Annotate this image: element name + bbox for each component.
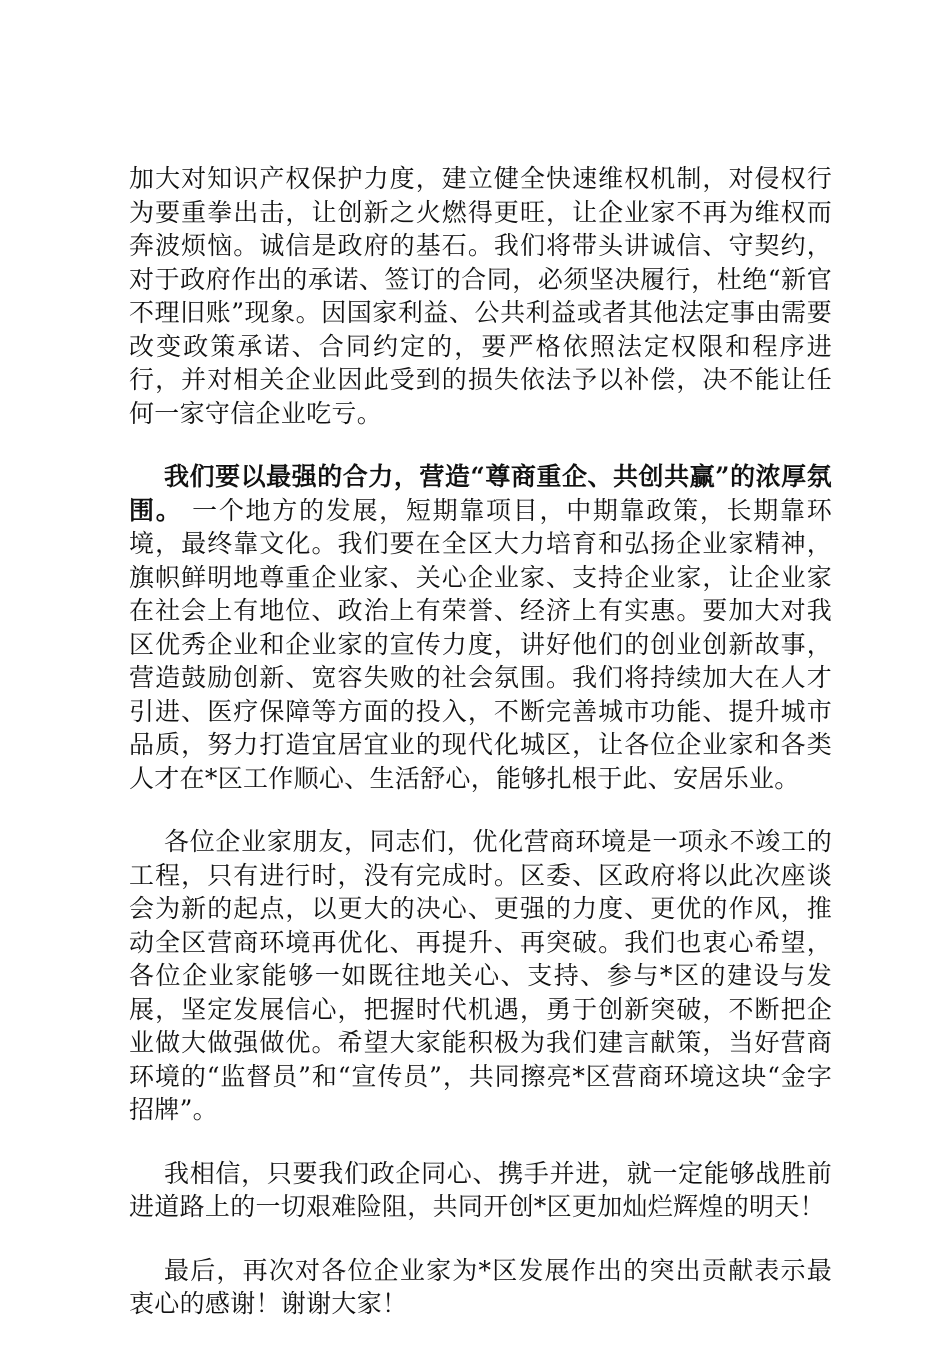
paragraph-closing-thanks [129, 1254, 832, 1321]
paragraph-text: 最后，再次对各位企业家为*区发展作出的突出贡献表示最衷心的感谢！谢谢大家！ [129, 1255, 832, 1318]
paragraph-confidence [129, 1157, 832, 1224]
document-page [129, 162, 832, 1351]
paragraph-lead-heading: 我们要以最强的合力，营造“尊商重企、共创共赢”的浓厚氛围。 [129, 462, 832, 525]
paragraph-business-environment [129, 825, 832, 1127]
paragraph-ip-protection [129, 162, 832, 430]
paragraph-text: 各位企业家朋友，同志们，优化营商环境是一项永不竣工的工程，只有进行时，没有完成时。区委、区政府将以此次座谈会为新的起点，以更大的决心、更强的力度、更优的作风，推动全区营商环境再优化、再提升、再突破。我们也衷心希望，各位企业家能够一如既往地关心、支持、参与*区的建设与发展，坚定发展信心，把握时代机遇，勇于创新突破，不断把企业做大做强做优。希望大家能积极为我们建言献策，当好营商环境的“监督员”和“宣传员”，共同擦亮*区营商环境这块“金字招牌”。 [129, 827, 832, 1124]
paragraph-text: 我相信，只要我们政企同心、携手并进，就一定能够战胜前进道路上的一切艰难险阻，共同开创*区更加灿烂辉煌的明天！ [129, 1158, 832, 1221]
paragraph-text: 加大对知识产权保护力度，建立健全快速维权机制，对侵权行为要重拳出击，让创新之火燃得更旺，让企业家不再为维权而奔波烦恼。诚信是政府的基石。我们将带头讲诚信、守契约，对于政府作出的承诺、签订的合同，必须坚决履行，杜绝“新官不理旧账”现象。因国家利益、公共利益或者其他法定事由需要改变政策承诺、合同约定的，要严格依照法定权限和程序进行，并对相关企业因此受到的损失依法予以补偿，决不能让任何一家守信企业吃亏。 [129, 164, 832, 428]
paragraph-atmosphere [129, 460, 832, 795]
paragraph-text: 一个地方的发展，短期靠项目，中期靠政策，长期靠环境，最终靠文化。我们要在全区大力培育和弘扬企业家精神，旗帜鲜明地尊重企业家、关心企业家、支持企业家，让企业家在社会上有地位、政治上有荣誉、经济上有实惠。要加大对我区优秀企业和企业家的宣传力度，讲好他们的创业创新故事，营造鼓励创新、宽容失败的社会氛围。我们将持续加大在人才引进、医疗保障等方面的投入，不断完善城市功能、提升城市品质，努力打造宜居宜业的现代化城区，让各位企业家和各类人才在*区工作顺心、生活舒心，能够扎根于此、安居乐业。 [129, 495, 832, 793]
